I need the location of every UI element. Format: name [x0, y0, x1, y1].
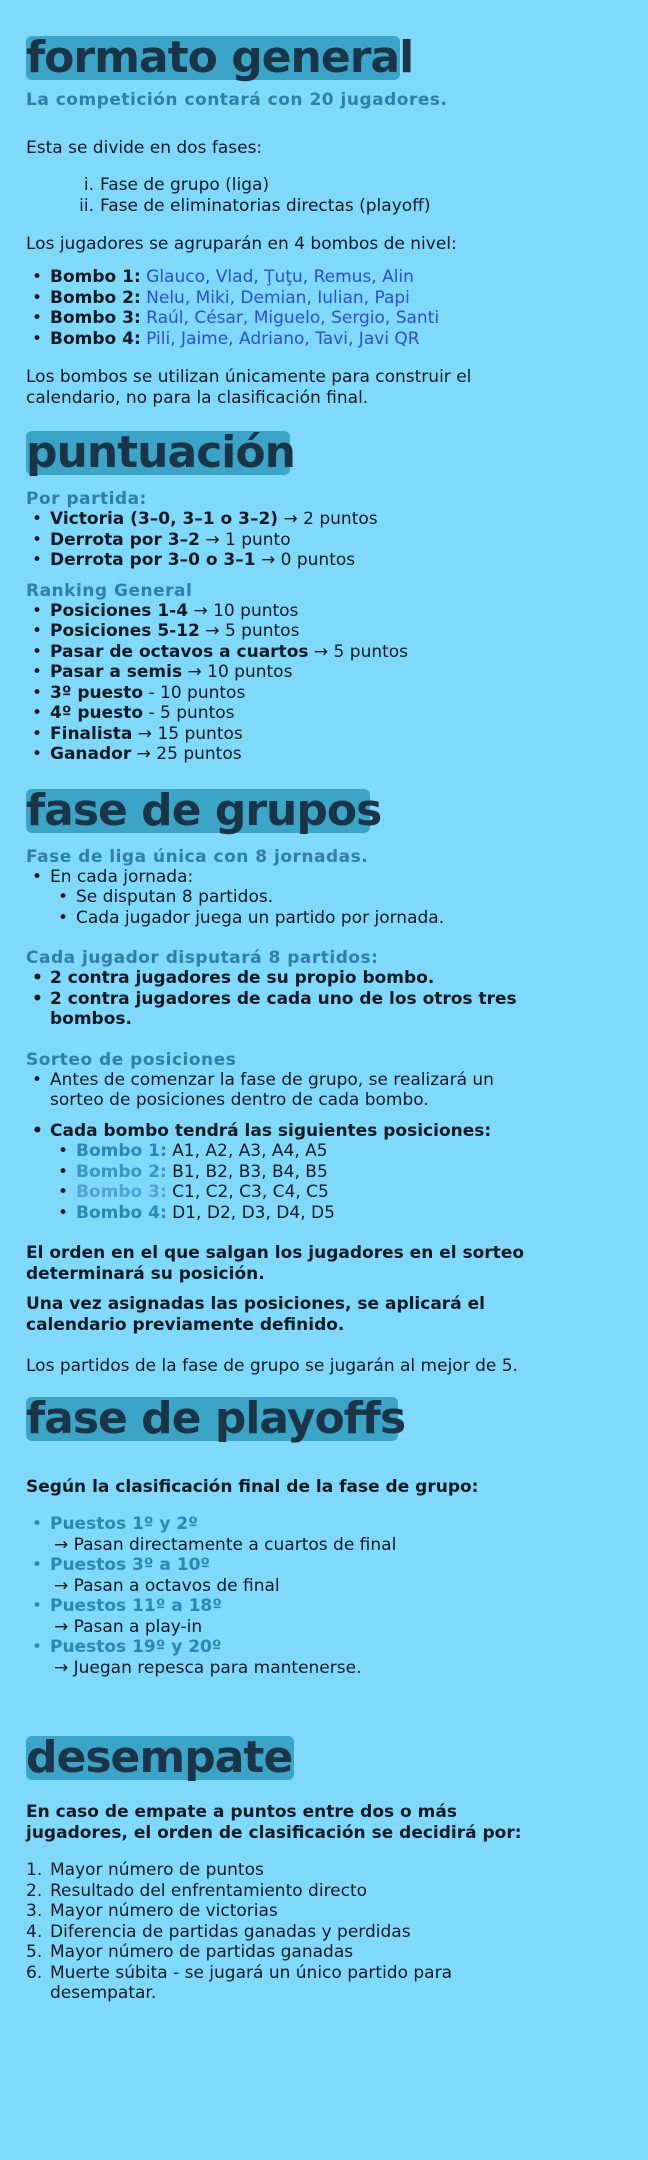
bombo-item: • Bombo 1: Glauco, Vlad, Ţuţu, Remus, Alin	[26, 267, 622, 288]
playoff-item: • Puestos 3º a 10º → Pasan a octavos de final	[26, 1555, 622, 1596]
playoff-item: • Puestos 1º y 2º → Pasan directamente a cuartos de final	[26, 1514, 622, 1555]
formato-intro: Esta se divide en dos fases:	[26, 138, 263, 158]
grupos-sub3: Sorteo de posiciones	[26, 1049, 237, 1070]
desempate-item: 5. Mayor número de partidas ganadas	[26, 1942, 354, 1962]
desempate-intro-line2: jugadores, el orden de clasificación se decidirá por:	[26, 1823, 522, 1843]
ranking-item: • Pasar de octavos a cuartos → 5 puntos	[26, 642, 622, 663]
grupos-sub1: Fase de liga única con 8 jornadas.	[26, 846, 369, 867]
bombos-note-line2: calendario, no para la clasificación final.	[26, 388, 369, 408]
desempate-title: desempate	[26, 1732, 293, 1783]
partidos-list	[26, 968, 622, 1030]
playoffs-title: fase de playoffs	[26, 1393, 406, 1444]
posicion-item: • Bombo 4: D1, D2, D3, D4, D5	[26, 1203, 622, 1224]
posicion-item: • Bombo 1: A1, A2, A3, A4, A5	[26, 1141, 622, 1162]
score-item: • Victoria (3–0, 3–1 o 3–2) → 2 puntos	[26, 509, 622, 530]
ranking-item: • 3º puesto - 10 puntos	[26, 683, 622, 704]
jornada-item: • Se disputan 8 partidos.	[26, 887, 622, 908]
orden-line1: El orden en el que salgan los jugadores en el sorteo	[26, 1243, 525, 1263]
formato-subtitle: La competición contará con 20 jugadores.	[26, 90, 448, 110]
grupos-sub2: Cada jugador disputará 8 partidos:	[26, 948, 379, 968]
posicion-item: • Bombo 3: C1, C2, C3, C4, C5	[26, 1182, 622, 1203]
playoffs-intro: Según la clasificación final de la fase de grupo:	[26, 1477, 479, 1497]
score-item: • Derrota por 3–2 → 1 punto	[26, 530, 622, 551]
posicion-item: • Bombo 2: B1, B2, B3, B4, B5	[26, 1162, 622, 1183]
por-partida-label: Por partida:	[26, 489, 147, 509]
asign-line2: calendario previamente definido.	[26, 1315, 345, 1335]
por-partida-list	[26, 509, 622, 571]
desempate-list	[26, 1860, 622, 2004]
bombo-item: • Bombo 4: Pili, Jaime, Adriano, Tavi, Javi QR	[26, 329, 622, 350]
mejor-de-5: Los partidos de la fase de grupo se jugarán al mejor de 5.	[26, 1356, 518, 1376]
cada-bombo-list	[26, 1121, 622, 1224]
playoff-item: • Puestos 11º a 18º → Pasan a play-in	[26, 1596, 622, 1637]
jornada-list	[26, 867, 622, 929]
grupos-title: fase de grupos	[26, 784, 382, 836]
orden-line2: determinará su posición.	[26, 1264, 265, 1284]
playoffs-list	[26, 1514, 622, 1678]
ranking-item: • Posiciones 1-4 → 10 puntos	[26, 601, 622, 622]
section-heading-puntuacion	[26, 425, 622, 485]
bombos-note-line1: Los bombos se utilizan únicamente para construir el	[26, 367, 472, 387]
section-heading-formato	[26, 30, 622, 90]
formato-title: formato general	[26, 32, 414, 83]
section-heading-desempate	[26, 1730, 622, 1790]
phases-list	[26, 175, 622, 216]
sorteo-list	[26, 1070, 622, 1111]
score-item: • Derrota por 3–0 o 3–1 → 0 puntos	[26, 550, 622, 571]
desempate-item: 4. Diferencia de partidas ganadas y perdidas	[26, 1921, 411, 1942]
ranking-item: • Ganador → 25 puntos	[26, 744, 622, 765]
puntuacion-title: puntuación	[26, 427, 295, 478]
sorteo-item: • Antes de comenzar la fase de grupo, se realizará un sorteo de posiciones dentro de cada bombo.	[26, 1070, 622, 1111]
ranking-item: • Posiciones 5-12 → 5 puntos	[26, 621, 622, 642]
jornada-item: • Cada jugador juega un partido por jornada.	[26, 908, 622, 929]
phase-item: i. Fase de grupo (liga)	[83, 175, 270, 195]
partidos-item: • 2 contra jugadores de cada uno de los otros tres bombos.	[26, 989, 622, 1030]
ranking-item: • 4º puesto - 5 puntos	[26, 703, 622, 724]
bombos-intro: Los jugadores se agruparán en 4 bombos de nivel:	[26, 234, 457, 254]
partidos-item: • 2 contra jugadores de su propio bombo.	[26, 968, 622, 989]
bombos-list	[26, 267, 622, 349]
en-cada-jornada: • En cada jornada:	[26, 867, 622, 888]
section-heading-playoffs	[26, 1391, 622, 1451]
section-heading-grupos	[26, 783, 622, 843]
desempate-item: 1. Mayor número de puntos	[26, 1860, 264, 1880]
ranking-label: Ranking General	[26, 580, 193, 601]
ranking-item: • Finalista → 15 puntos	[26, 724, 622, 745]
bombo-item: • Bombo 2: Nelu, Miki, Demian, Iulian, Papi	[26, 288, 622, 309]
ranking-item: • Pasar a semis → 10 puntos	[26, 662, 622, 683]
desempate-item: 3. Mayor número de victorias	[26, 1901, 278, 1921]
desempate-item: 6. Muerte súbita - se jugará un único partido para desempatar.	[26, 1962, 452, 2003]
playoff-item: • Puestos 19º y 20º → Juegan repesca para mantenerse.	[26, 1637, 622, 1678]
ranking-list	[26, 601, 622, 765]
desempate-item: 2. Resultado del enfrentamiento directo	[26, 1880, 368, 1901]
phase-item: ii. Fase de eliminatorias directas (playoff)	[79, 195, 431, 216]
bombo-item: • Bombo 3: Raúl, César, Miguelo, Sergio, Santi	[26, 308, 622, 329]
desempate-intro-line1: En caso de empate a puntos entre dos o más	[26, 1802, 457, 1822]
asign-line1: Una vez asignadas las posiciones, se aplicará el	[26, 1294, 485, 1314]
cada-bombo-item: • Cada bombo tendrá las siguientes posiciones:	[26, 1121, 622, 1142]
